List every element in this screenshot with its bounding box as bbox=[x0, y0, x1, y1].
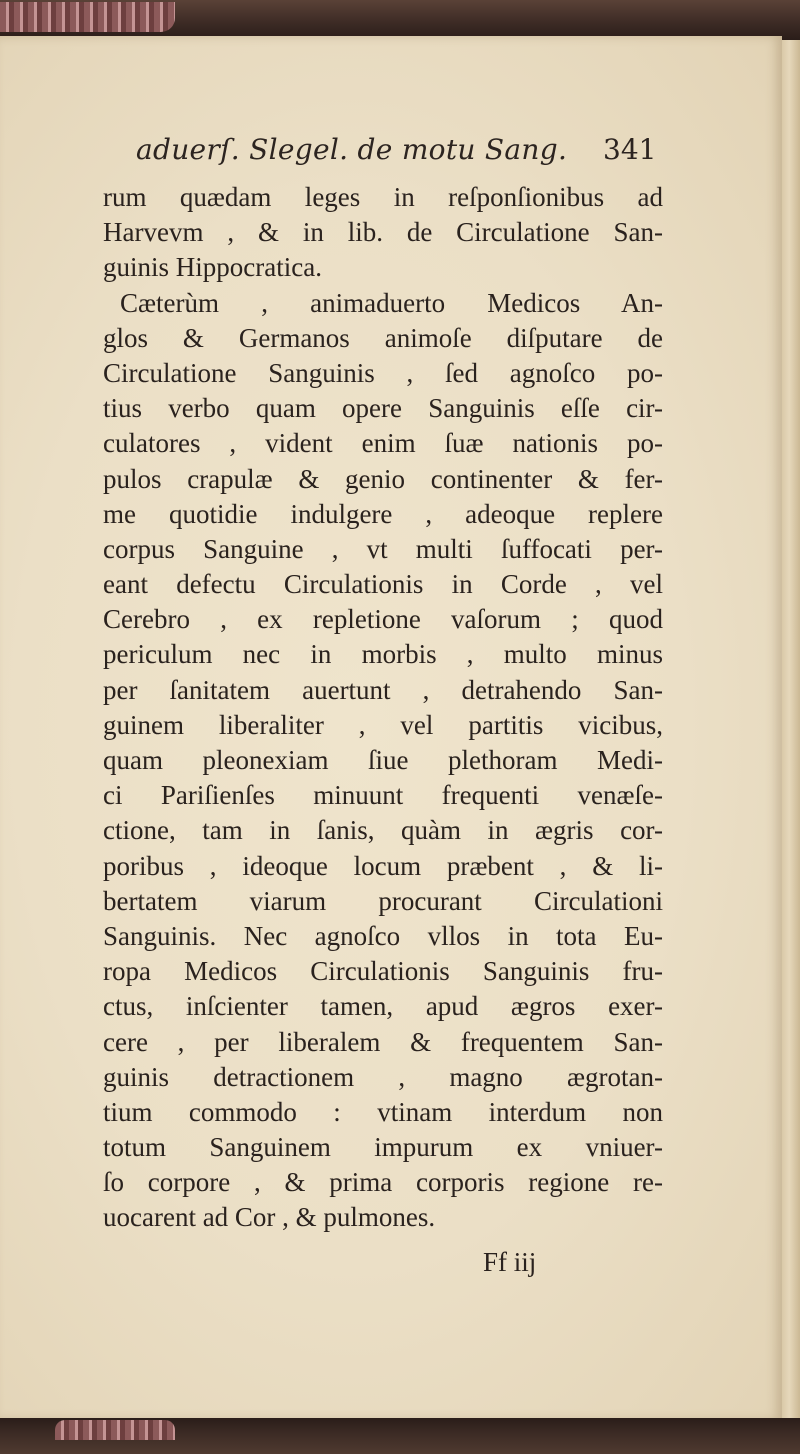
text-line: Harvevm , & in lib. de Circulatione San- bbox=[103, 217, 663, 248]
text-line: pulos crapulæ & genio continenter & fer- bbox=[103, 463, 663, 494]
text-line: Cerebro , ex repletione vaſorum ; quod bbox=[103, 604, 663, 635]
text-line: glos & Germanos animoſe diſputare de bbox=[103, 322, 663, 353]
text-line: Sanguinis. Nec agnoſco vllos in tota Eu- bbox=[103, 920, 663, 951]
text-line: totum Sanguinem impurum ex vniuer- bbox=[103, 1132, 663, 1163]
text-line: Circulatione Sanguinis , ſed agnoſco po- bbox=[103, 357, 663, 388]
text-line: ſo corpore , & prima corporis regione re- bbox=[103, 1167, 663, 1198]
text-line: corpus Sanguine , vt multi ſuffocati per- bbox=[103, 533, 663, 564]
text-line: ci Pariſienſes minuunt frequenti venæſe- bbox=[103, 780, 663, 811]
text-line: uocarent ad Cor , & pulmones. bbox=[103, 1202, 436, 1233]
text-line: guinis Hippocratica. bbox=[103, 252, 322, 283]
text-line: per ſanitatem auertunt , detrahendo San- bbox=[103, 674, 663, 705]
text-line: cere , per liberalem & frequentem San- bbox=[103, 1026, 663, 1057]
signature-mark: Ff iij bbox=[483, 1247, 537, 1277]
running-title: aduerſ. Slegel. de motu Sang. bbox=[136, 133, 568, 166]
text-line: quam pleonexiam ſiue plethoram Medi- bbox=[103, 745, 663, 775]
page-number: 341 bbox=[603, 133, 657, 166]
text-line: me quotidie indulgere , adeoque replere bbox=[103, 498, 663, 529]
bottom-headband bbox=[55, 1420, 175, 1440]
running-head bbox=[0, 133, 800, 183]
text-line: periculum nec in morbis , multo minus bbox=[103, 639, 663, 670]
text-line: ctione, tam in ſanis, quàm in ægris cor- bbox=[103, 815, 663, 846]
text-line: rum quædam leges in reſponſionibus ad bbox=[103, 182, 663, 212]
text-line: bertatem viarum procurant Circulationi bbox=[103, 885, 663, 916]
text-line: tium commodo : vtinam interdum non bbox=[103, 1096, 663, 1127]
text-line: Cæterùm , animaduerto Medicos An- bbox=[120, 287, 663, 318]
text-line: tius verbo quam opere Sanguinis eſſe cir- bbox=[103, 393, 663, 424]
text-line: poribus , ideoque locum præbent , & li- bbox=[103, 850, 663, 881]
text-line: ctus, inſcienter tamen, apud ægros exer- bbox=[103, 991, 663, 1022]
top-headband bbox=[0, 2, 175, 32]
text-line: culatores , vident enim ſuæ nationis po- bbox=[103, 428, 663, 459]
page-edge bbox=[782, 40, 800, 1420]
text-line: eant defectu Circulationis in Corde , vel bbox=[103, 569, 663, 600]
text-line: ropa Medicos Circulationis Sanguinis fru- bbox=[103, 956, 663, 987]
body-text bbox=[103, 180, 663, 1236]
text-line: guinem liberaliter , vel partitis vicibus, bbox=[103, 709, 663, 740]
text-line: guinis detractionem , magno ægrotan- bbox=[103, 1061, 663, 1092]
